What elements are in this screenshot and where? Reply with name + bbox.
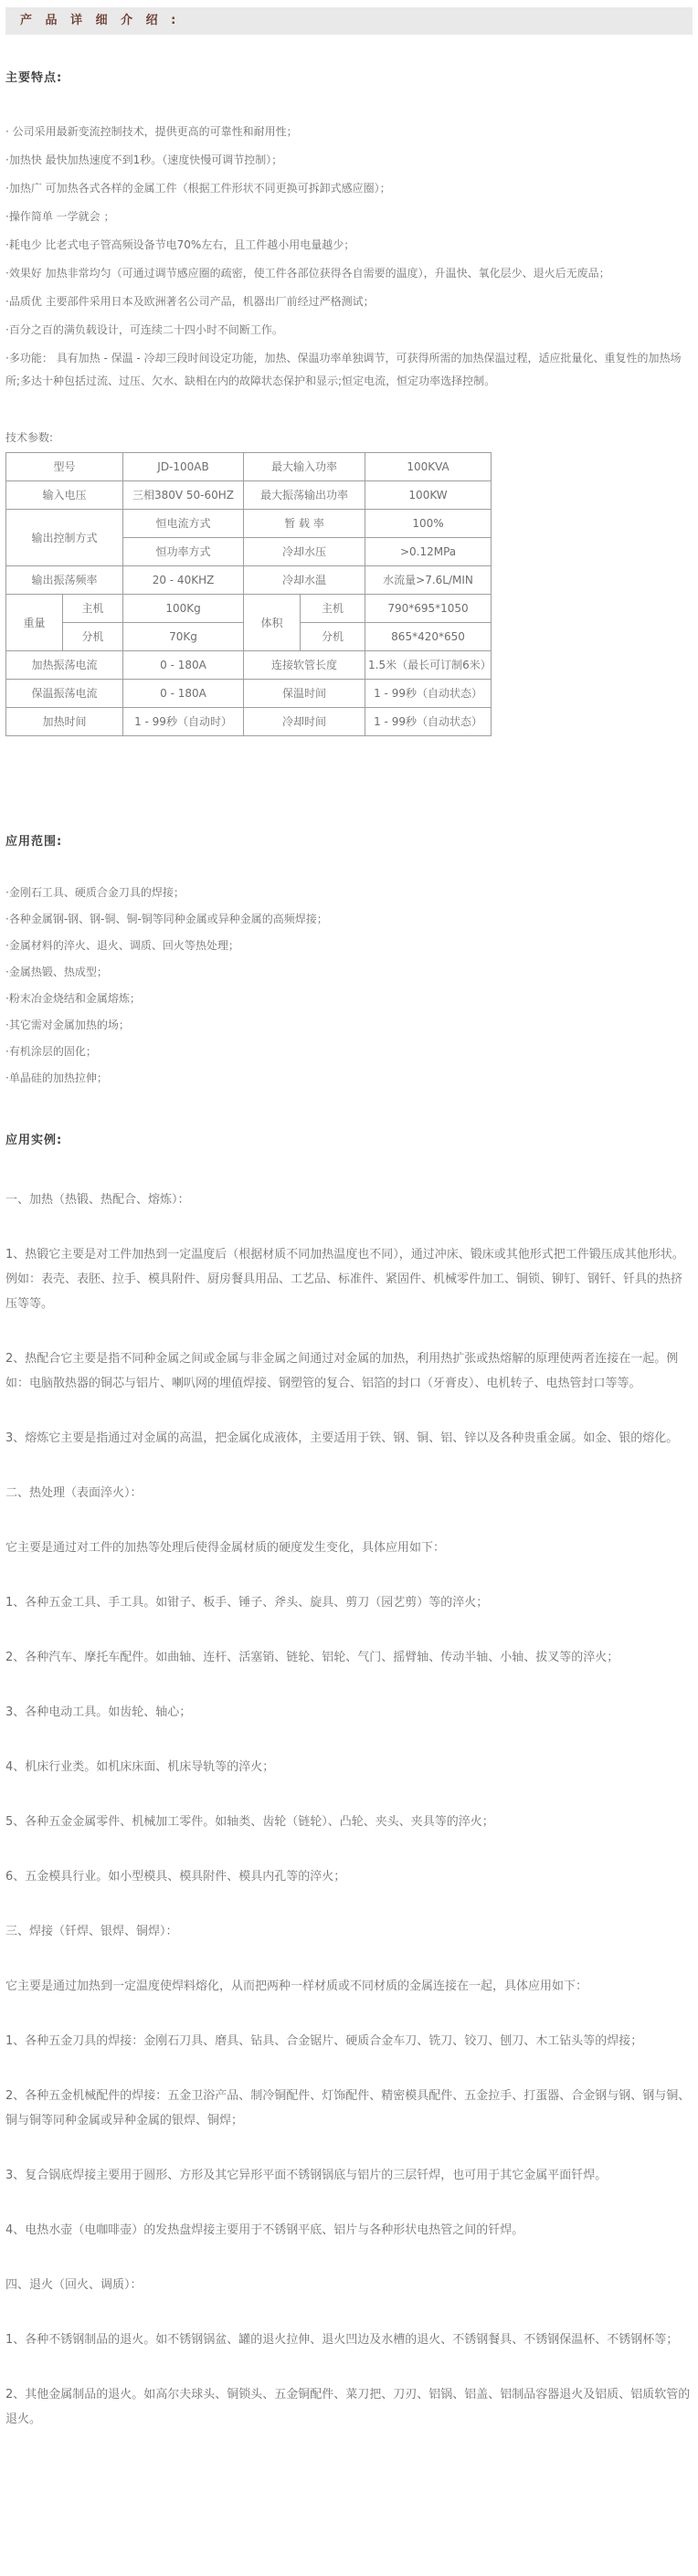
spec-cell: 分机: [301, 623, 365, 651]
spec-cell: 主机: [63, 595, 123, 623]
spec-cell: 型号: [6, 453, 123, 481]
example-paragraph: 3、复合锅底焊接主要用于圆形、方形及其它异形平面不锈钢锅底与铝片的三层钎焊，也可用于其它金属平面钎焊。: [5, 2169, 608, 2182]
spec-cell: 加热振荡电流: [6, 651, 123, 680]
spec-cell: 20 - 40KHZ: [123, 566, 244, 595]
example-paragraph: 3、熔炼它主要是指通过对金属的高温，把金属化成液体，主要适用于铁、钢、铜、铝、锌以及各种贵重金属。如金、银的熔化。: [5, 1431, 679, 1445]
spec-cell: 1 - 99秒（自动状态）: [365, 708, 492, 736]
scope-item: ·金属材料的淬火、退火、调质、回火等热处理；: [5, 939, 239, 952]
spec-cell: 保温时间: [244, 680, 365, 708]
spec-cell: 0 - 180A: [123, 680, 244, 708]
spec-row: [6, 595, 492, 623]
example-paragraph: 它主要是通过加热到一定温度使焊料熔化，从而把两种一样材质或不同材质的金属连接在一起，具体应用如下：: [5, 1980, 588, 1993]
example-paragraph: 1、热锻它主要是对工件加热到一定温度后（根据材质不同加热温度也不同），通过冲床、锻床或其他形式把工件锻压成其他形状。例如：表壳、表胚、拉手、模具附件、厨房餐具用品、工艺品、标准件、紧固件、机械零件加工、铜锁、铆钉、钢钎、钎具的热挤压等等。: [5, 1248, 684, 1311]
spec-cell: 恒功率方式: [123, 538, 244, 566]
example-subheading: 二、热处理（表面淬火）：: [5, 1486, 143, 1500]
example-subheading: 三、焊接（钎焊、银焊、铜焊）：: [5, 1925, 178, 1938]
example-paragraph: 4、机床行业类。如机床床面、机床导轨等的淬火；: [5, 1760, 275, 1774]
feature-item: ·百分之百的满负载设计，可连续二十四小时不间断工作。: [5, 323, 283, 336]
spec-cell: 输出控制方式: [6, 510, 123, 566]
spec-cell: 体积: [244, 595, 301, 651]
spec-cell: 连接软管长度: [244, 651, 365, 680]
spec-cell: 加热时间: [6, 708, 123, 736]
example-paragraph: 2、各种五金机械配件的焊接：五金卫浴产品、制冷铜配件、灯饰配件、精密模具配件、五金拉手、打蛋器、合金钢与钢、钢与铜、铜与铜等同种金属或异种金属的银焊、铜焊；: [5, 2089, 691, 2127]
spec-row: [6, 680, 492, 708]
spec-cell: 分机: [63, 623, 123, 651]
feature-item: ·加热广 可加热各式各样的金属工件（根据工件形状不同更换可拆卸式感应圈）；: [5, 182, 391, 195]
feature-item: ·加热快 最快加热速度不到1秒。（速度快慢可调节控制）；: [5, 153, 283, 166]
spec-row: [6, 453, 492, 481]
spec-cell: 最大输入功率: [244, 453, 365, 481]
spec-cell: 冷却水压: [244, 538, 365, 566]
example-paragraph: 1、各种五金刀具的焊接：金刚石刀具、磨具、钻具、合金锯片、硬质合金车刀、铣刀、铰刀、刨刀、木工钻头等的焊接；: [5, 2034, 643, 2048]
spec-cell: JD-100AB: [123, 453, 244, 481]
feature-item: ·耗电少 比老式电子管高频设备节电70%左右，且工件越小用电量越少；: [5, 238, 355, 251]
example-paragraph: 3、各种电动工具。如齿轮、轴心；: [5, 1705, 192, 1719]
example-subheading: 一、加热（热锻、热配合、熔炼）：: [5, 1193, 190, 1207]
section-header-bar: [5, 7, 693, 35]
features-heading: 主要特点:: [5, 71, 63, 85]
example-paragraph: 它主要是通过对工件的加热等处理后使得金属材质的硬度发生变化，具体应用如下：: [5, 1541, 446, 1555]
spec-cell: 输入电压: [6, 481, 123, 510]
scope-item: ·金属热锻、热成型；: [5, 966, 108, 978]
feature-item: ·效果好 加热非常均匀（可通过调节感应圈的疏密，使工件各部位获得各自需要的温度），升温快、氧化层少、退火后无废品；: [5, 267, 610, 280]
example-paragraph: 2、各种汽车、摩托车配件。如曲轴、连杆、活塞销、链轮、铝轮、气门、摇臂轴、传动半轴、小轴、拔叉等的淬火；: [5, 1651, 619, 1664]
specs-heading: 技术参数:: [5, 431, 54, 444]
example-paragraph: 2、热配合它主要是指不同种金属之间或金属与非金属之间通过对金属的加热，利用热扩张或热熔解的原理使两者连接在一起。例如：电脑散热器的铜芯与铝片、喇叭网的埋值焊接、钢塑管的复合、铝箔的封口（牙膏皮）、电机转子、电热管封口等等。: [5, 1352, 679, 1390]
scope-item: ·有机涂层的固化；: [5, 1045, 97, 1058]
spec-row: [6, 708, 492, 736]
page-title: 产 品 详 细 介 绍 :: [20, 14, 181, 27]
example-paragraph: 2、其他金属制品的退火。如高尔夫球头、铜锁头、五金铜配件、菜刀把、刀刃、铝锅、铝盖、铝制品容器退火及铝质、铝质软管的退火。: [5, 2388, 691, 2426]
spec-cell: 100Kg: [123, 595, 244, 623]
scope-item: ·各种金属钢-钢、钢-铜、铜-铜等同种金属或异种金属的高频焊接；: [5, 913, 328, 925]
scope-item: ·其它需对金属加热的场；: [5, 1019, 130, 1031]
spec-cell: 暂 载 率: [244, 510, 365, 538]
spec-cell: 最大振荡输出功率: [244, 481, 365, 510]
spec-cell: >0.12MPa: [365, 538, 492, 566]
spec-cell: 冷却水温: [244, 566, 365, 595]
spec-row: [6, 651, 492, 680]
spec-row: [6, 566, 492, 595]
spec-cell: 1 - 99秒（自动状态）: [365, 680, 492, 708]
example-paragraph: 1、各种五金工具、手工具。如钳子、板手、锤子、斧头、旋具、剪刀（园艺剪）等的淬火；: [5, 1596, 489, 1610]
spec-cell: 100KW: [365, 481, 492, 510]
spec-cell: 输出振荡频率: [6, 566, 123, 595]
scope-item: ·单晶硅的加热拉伸；: [5, 1072, 108, 1084]
spec-cell: 主机: [301, 595, 365, 623]
examples-list: [5, 1188, 693, 2432]
spec-cell: 865*420*650: [365, 623, 492, 651]
feature-item: ·品质优 主要部件采用日本及欧洲著名公司产品，机器出厂前经过严格测试；: [5, 295, 375, 308]
scope-item: ·粉末冶金烧结和金属熔炼；: [5, 992, 141, 1005]
scope-heading: 应用范围:: [5, 835, 63, 849]
feature-item: ·多功能： 具有加热 - 保温 - 冷却三段时间设定功能，加热、保温功率单独调节，可获得所需的加热保温过程，适应批量化、重复性的加热场所;多达十种包括过流、过压、欠水、缺相在内的故障状态保护和显示;恒定电流，恒定功率选择控制。: [5, 352, 682, 387]
spec-cell: 三相380V 50-60HZ: [123, 481, 244, 510]
spec-cell: 保温振荡电流: [6, 680, 123, 708]
example-subheading: 四、退火（回火、调质）：: [5, 2278, 143, 2292]
specs-table: [5, 452, 492, 736]
example-paragraph: 6、五金模具行业。如小型模具、模具附件、模具内孔等的淬火；: [5, 1870, 346, 1884]
example-paragraph: 4、电热水壶（电咖啡壶）的发热盘焊接主要用于不锈钢平底、铝片与各种形状电热管之间的钎焊。: [5, 2223, 524, 2237]
scope-list: [5, 883, 693, 1088]
example-paragraph: 1、各种不锈钢制品的退火。如不锈钢锅盆、罐的退火拉伸、退火凹边及水槽的退火、不锈钢餐具、不锈钢保温杯、不锈钢杯等；: [5, 2333, 679, 2347]
example-paragraph: 5、各种五金金属零件、机械加工零件。如轴类、齿轮（链轮）、凸轮、夹头、夹具等的淬火；: [5, 1815, 494, 1829]
spec-cell: 0 - 180A: [123, 651, 244, 680]
scope-item: ·金刚石工具、硬质合金刀具的焊接；: [5, 886, 185, 899]
spec-cell: 水流量>7.6L/MIN: [365, 566, 492, 595]
spec-cell: 冷却时间: [244, 708, 365, 736]
spec-row: [6, 510, 492, 538]
examples-heading: 应用实例:: [5, 1134, 63, 1147]
spec-row: [6, 481, 492, 510]
spec-cell: 70Kg: [123, 623, 244, 651]
features-list: [5, 121, 693, 393]
feature-item: ·操作简单 一学就会 ；: [5, 210, 115, 223]
spec-cell: 1 - 99秒（自动时）: [123, 708, 244, 736]
spec-cell: 100KVA: [365, 453, 492, 481]
feature-item: · 公司采用最新变流控制技术，提供更高的可靠性和耐用性；: [5, 125, 298, 138]
spec-cell: 恒电流方式: [123, 510, 244, 538]
spec-cell: 1.5米（最长可订制6米）: [365, 651, 492, 680]
spec-cell: 重量: [6, 595, 63, 651]
spec-cell: 790*695*1050: [365, 595, 492, 623]
spec-cell: 100%: [365, 510, 492, 538]
